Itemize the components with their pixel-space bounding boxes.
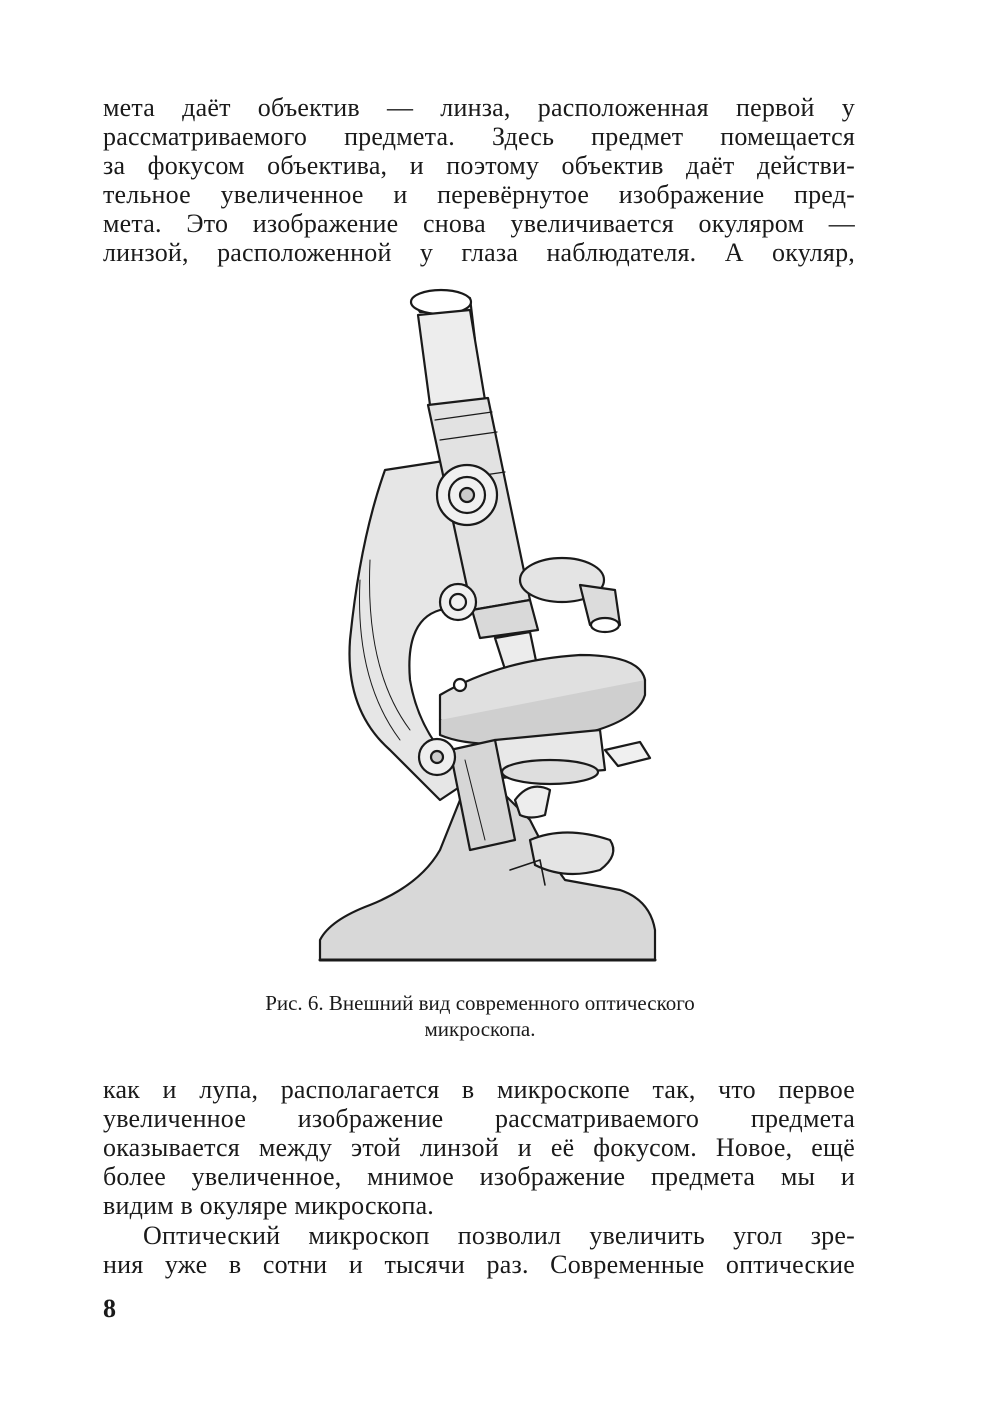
figure-caption: Рис. 6. Внешний вид современного оптического [265,991,695,1015]
text-line: мета даёт объектив — линза, расположенная первой у [103,93,855,122]
text-line: видим в окуляре микроскопа. [103,1191,435,1220]
text-line: более увеличенное, мнимое изображение предмета мы и [103,1162,855,1191]
page-number: 8 [103,1294,116,1323]
text-line: тельное увеличенное и перевёрнутое изображение пред- [103,180,855,209]
text-line: за фокусом объектива, и поэтому объектив даёт действи- [103,151,855,180]
text-line: Оптический микроскоп позволил увеличить угол зре- [143,1221,855,1250]
text-line: мета. Это изображение снова увеличивается окуляром — [103,209,855,238]
text-line: увеличенное изображение рассматриваемого предмета [103,1104,855,1133]
text-line: ния уже в сотни и тысячи раз. Современные оптические [103,1250,855,1279]
microscope-illustration [300,280,680,980]
text-line: рассматриваемого предмета. Здесь предмет помещается [103,122,855,151]
text-line: оказывается между этой линзой и её фокусом. Новое, ещё [103,1133,855,1162]
figure-caption: микроскопа. [424,1017,536,1041]
text-line: как и лупа, располагается в микроскопе так, что первое [103,1075,855,1104]
text-line: линзой, расположенной у глаза наблюдателя. А окуляр, [103,238,855,267]
